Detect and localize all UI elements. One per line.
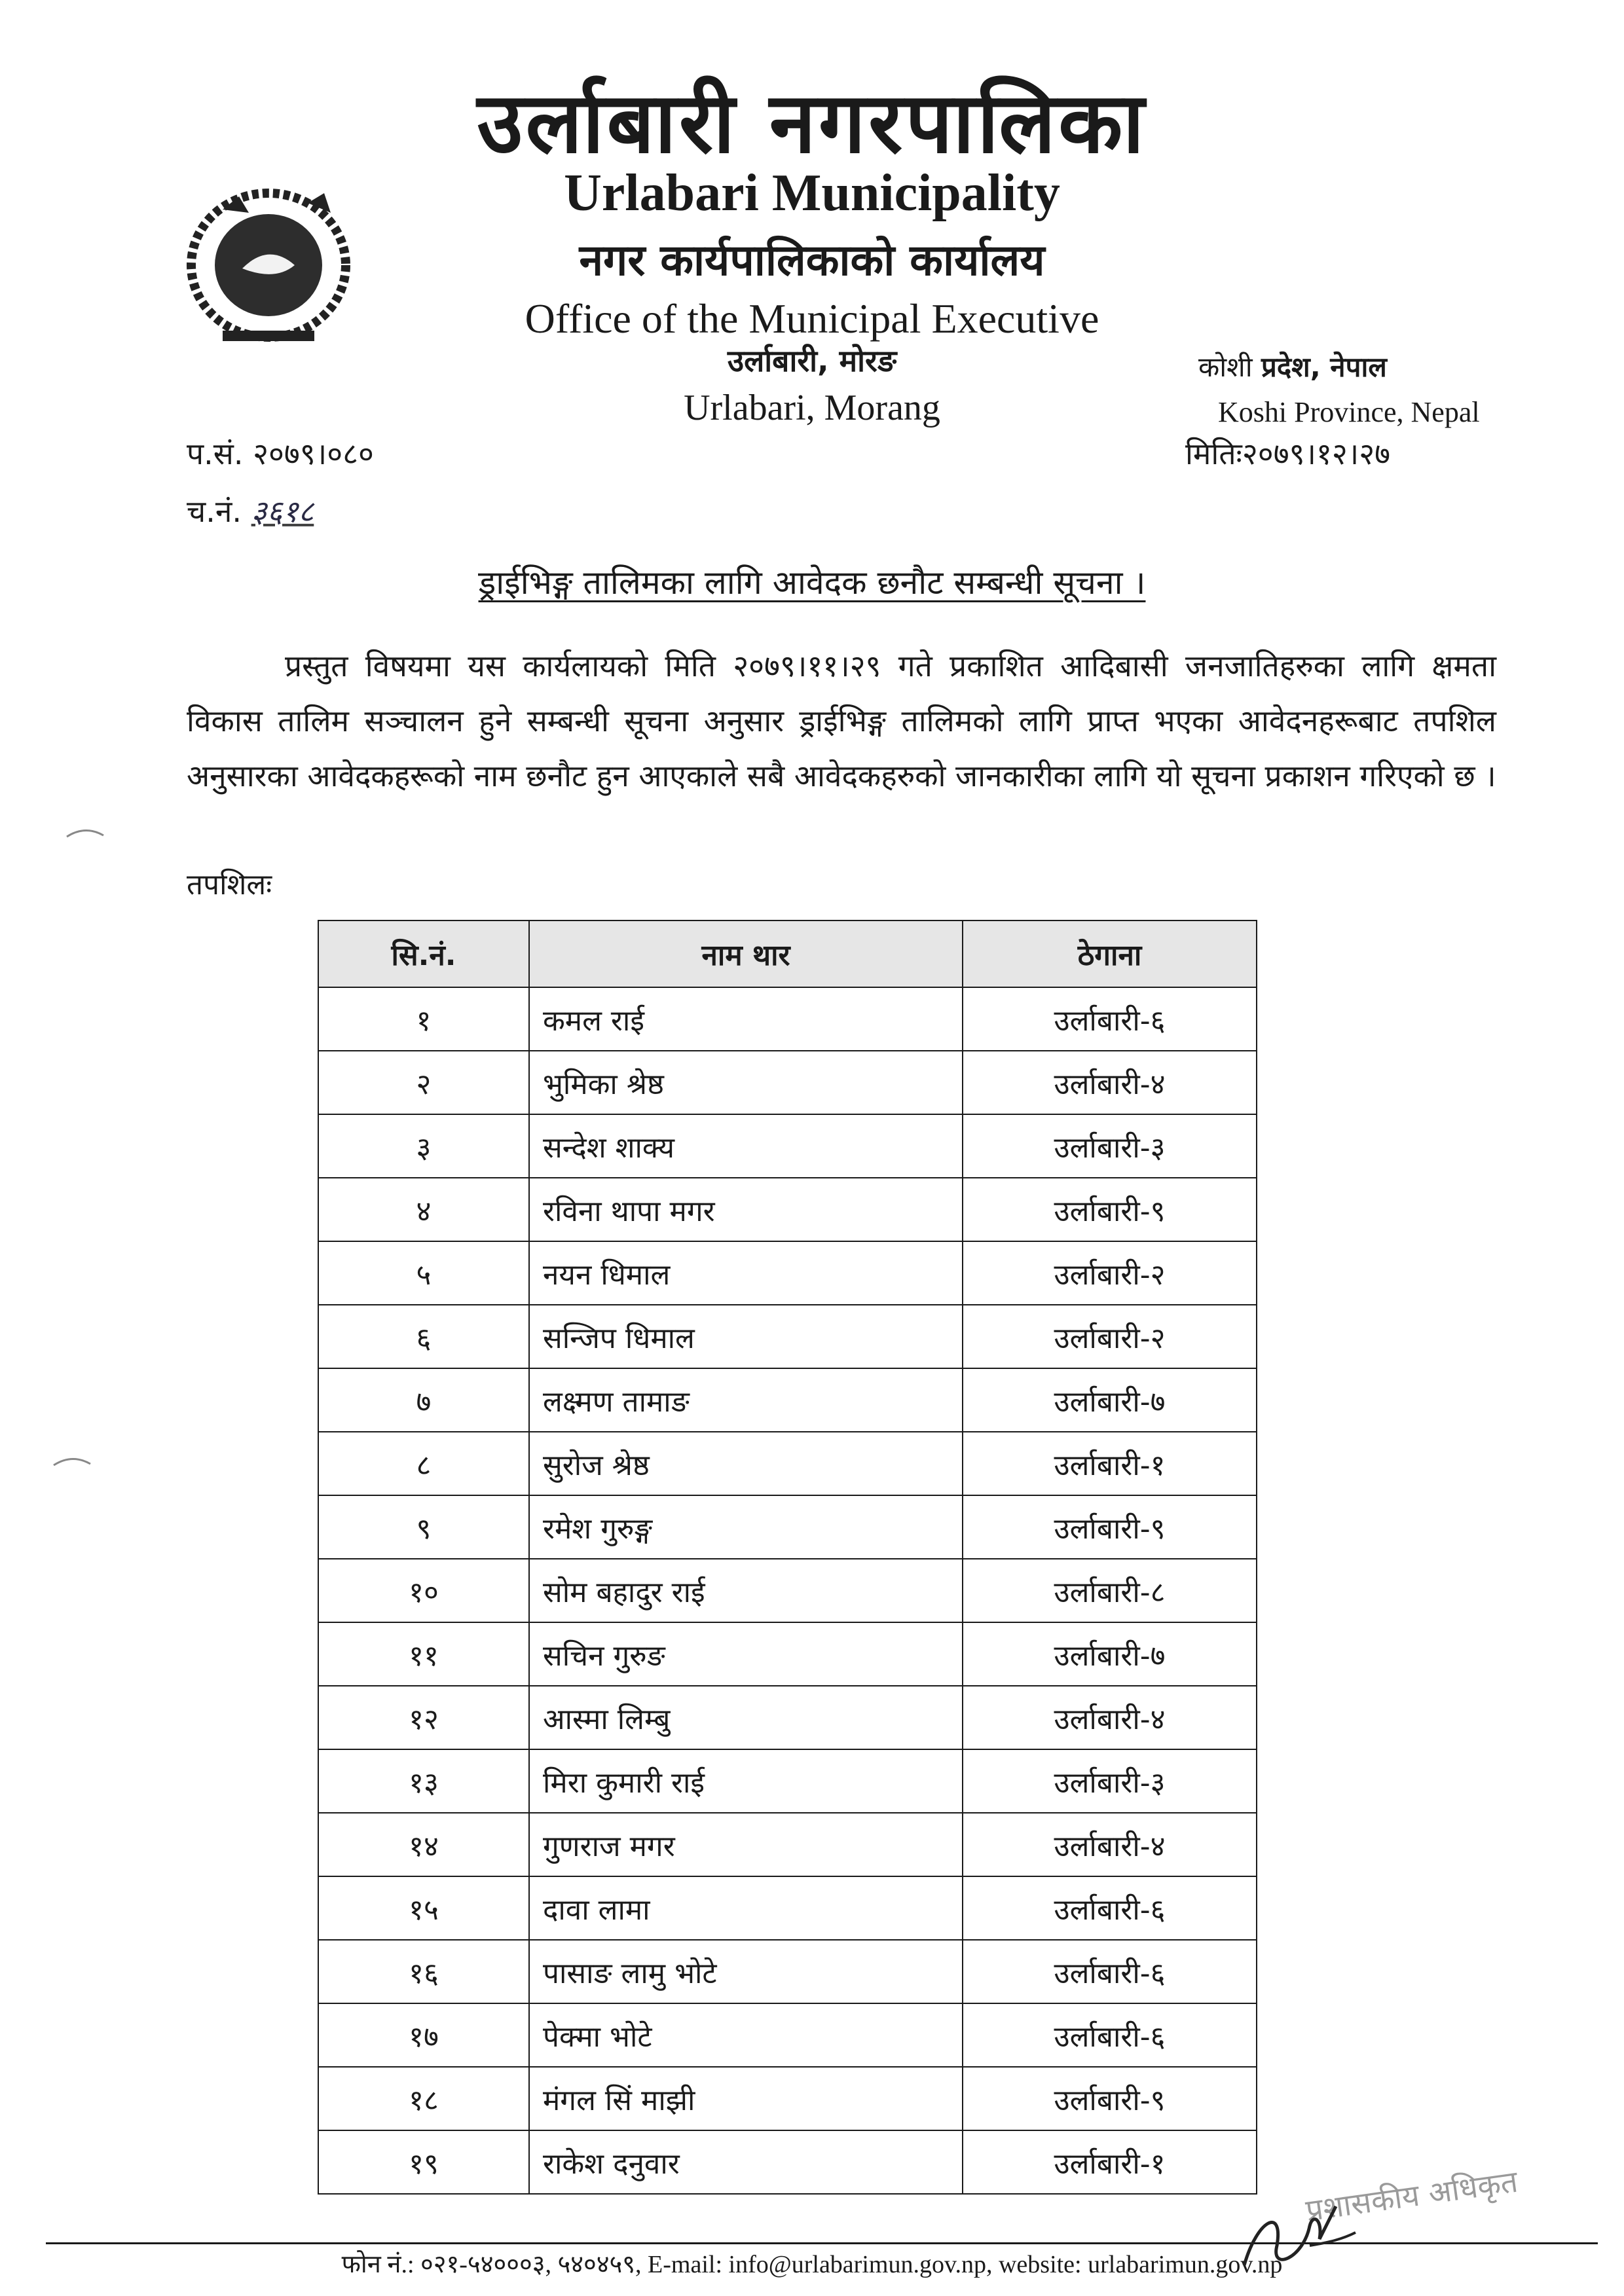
serial-cell: १	[318, 987, 529, 1051]
header-address: ठेगाना	[963, 920, 1257, 987]
name-cell: रविना थापा मगर	[529, 1178, 963, 1241]
serial-cell: १३	[318, 1749, 529, 1813]
footer-contact: फोन नं.: ०२१-५४०००३, ५४०४५९, E-mail: info@urlabarimun.gov.np, website: urlabarimun.gov.np	[341, 2251, 1283, 2278]
name-cell: दावा लामा	[529, 1876, 963, 1940]
name-cell: सचिन गुरुङ	[529, 1622, 963, 1686]
fiscal-year: प.सं. २०७९।०८०	[187, 436, 374, 471]
address-cell: उर्लाबारी-१	[963, 1432, 1257, 1495]
name-cell: रमेश गुरुङ्ग	[529, 1495, 963, 1559]
serial-cell: १९	[318, 2130, 529, 2194]
table-row	[318, 1178, 1257, 1241]
address-cell: उर्लाबारी-९	[963, 2067, 1257, 2130]
table-row	[318, 1305, 1257, 1368]
table-row	[318, 1686, 1257, 1749]
address-cell: उर्लाबारी-४	[963, 1686, 1257, 1749]
address-cell: उर्लाबारी-८	[963, 1559, 1257, 1622]
table-row	[318, 1495, 1257, 1559]
address-cell: उर्लाबारी-२	[963, 1241, 1257, 1305]
notice-subject-text: ड्राईभिङ्ग तालिमका लागि आवेदक छनौट सम्बन्धी सूचना ।	[478, 564, 1146, 602]
address-cell: उर्लाबारी-६	[963, 987, 1257, 1051]
name-cell: सुरोज श्रेष्ठ	[529, 1432, 963, 1495]
notice-subject	[0, 564, 1624, 602]
serial-cell: ७	[318, 1368, 529, 1432]
address-cell: उर्लाबारी-९	[963, 1178, 1257, 1241]
signature-icon	[1231, 2180, 1545, 2278]
province-nepali	[1198, 351, 1387, 383]
province-label-b: प्रदेश, नेपाल	[1261, 351, 1387, 383]
scan-artifact-icon	[65, 825, 105, 838]
officer-stamp: प्रशासकीय अधिकृत	[1303, 2163, 1520, 2229]
table-row	[318, 1876, 1257, 1940]
office-title-english: Office of the Municipal Executive	[525, 295, 1099, 342]
address-cell: उर्लाबारी-६	[963, 2003, 1257, 2067]
dispatch-label: च.नं.	[187, 494, 242, 529]
name-cell: मिरा कुमारी राई	[529, 1749, 963, 1813]
name-cell: सन्देश शाक्य	[529, 1114, 963, 1178]
name-cell: पासाङ लामु भोटे	[529, 1940, 963, 2003]
address-cell: उर्लाबारी-७	[963, 1368, 1257, 1432]
serial-cell: ८	[318, 1432, 529, 1495]
table-row	[318, 1432, 1257, 1495]
address-cell: उर्लाबारी-६	[963, 1876, 1257, 1940]
selected-applicants-table	[318, 920, 1257, 2195]
table-row	[318, 1241, 1257, 1305]
province-label-a: कोशी	[1198, 351, 1253, 383]
address-cell: उर्लाबारी-७	[963, 1622, 1257, 1686]
table-row	[318, 2130, 1257, 2194]
name-cell: लक्ष्मण तामाङ	[529, 1368, 963, 1432]
municipality-title-nepali: उर्लाबारी नगरपालिका	[477, 75, 1147, 172]
table-row	[318, 1622, 1257, 1686]
scan-artifact-icon	[52, 1453, 92, 1467]
serial-cell: १२	[318, 1686, 529, 1749]
dispatch-number	[187, 494, 314, 529]
header-name: नाम थार	[529, 920, 963, 987]
table-row	[318, 1940, 1257, 2003]
office-title-nepali: नगर कार्यपालिकाको कार्यालय	[579, 235, 1045, 285]
serial-cell: १४	[318, 1813, 529, 1876]
province-english: Koshi Province, Nepal	[1218, 396, 1480, 428]
name-cell: गुणराज मगर	[529, 1813, 963, 1876]
table-row	[318, 1749, 1257, 1813]
header-serial: सि.नं.	[318, 920, 529, 987]
name-cell: कमल राई	[529, 987, 963, 1051]
serial-cell: १७	[318, 2003, 529, 2067]
table-row	[318, 987, 1257, 1051]
name-cell: सोम बहादुर राई	[529, 1559, 963, 1622]
address-cell: उर्लाबारी-३	[963, 1749, 1257, 1813]
serial-cell: १८	[318, 2067, 529, 2130]
serial-cell: २	[318, 1051, 529, 1114]
name-cell: नयन धिमाल	[529, 1241, 963, 1305]
details-label: तपशिलः	[187, 868, 272, 902]
address-cell: उर्लाबारी-१	[963, 2130, 1257, 2194]
notice-body: प्रस्तुत विषयमा यस कार्यलायको मिति २०७९।११।२९ गते प्रकाशित आदिबासी जनजातिहरुका लागि क्षमता विकास तालिम सञ्चालन हुने सम्बन्धी सूचना अनुसार ड्राईभिङ्ग तालिमको लागि प्राप्त भएका आवेदनहरूबाट तपशिल अनुसारका आवेदकहरूको नाम छनौट हुन आएकाले सबै आवेदकहरुको जानकारीका लागि यो सूचना प्रकाशन गरिएको छ ।	[187, 648, 1496, 793]
address-cell: उर्लाबारी-४	[963, 1051, 1257, 1114]
name-cell: मंगल सिं माझी	[529, 2067, 963, 2130]
name-cell: आस्मा लिम्बु	[529, 1686, 963, 1749]
table-row	[318, 1114, 1257, 1178]
table-header-row	[318, 920, 1257, 987]
address-cell: उर्लाबारी-९	[963, 1495, 1257, 1559]
dispatch-handwritten-number: ३६१८	[251, 494, 314, 529]
table-row	[318, 1813, 1257, 1876]
serial-cell: ६	[318, 1305, 529, 1368]
serial-cell: १६	[318, 1940, 529, 2003]
name-cell: पेक्मा भोटे	[529, 2003, 963, 2067]
address-cell: उर्लाबारी-३	[963, 1114, 1257, 1178]
table-row	[318, 1051, 1257, 1114]
address-cell: उर्लाबारी-६	[963, 1940, 1257, 2003]
table-row	[318, 1368, 1257, 1432]
location-english: Urlabari, Morang	[684, 388, 940, 428]
table-row	[318, 2003, 1257, 2067]
serial-cell: ३	[318, 1114, 529, 1178]
serial-cell: ११	[318, 1622, 529, 1686]
table-row	[318, 1559, 1257, 1622]
municipality-title-english: Urlabari Municipality	[564, 164, 1060, 222]
name-cell: भुमिका श्रेष्ठ	[529, 1051, 963, 1114]
location-nepali: उर्लाबारी, मोरङ	[727, 343, 897, 378]
table-body	[318, 987, 1257, 2194]
serial-cell: ५	[318, 1241, 529, 1305]
name-cell: राकेश दनुवार	[529, 2130, 963, 2194]
serial-cell: ९	[318, 1495, 529, 1559]
address-cell: उर्लाबारी-४	[963, 1813, 1257, 1876]
serial-cell: १५	[318, 1876, 529, 1940]
serial-cell: १०	[318, 1559, 529, 1622]
name-cell: सन्जिप धिमाल	[529, 1305, 963, 1368]
letter-date: मितिः२०७९।१२।२७	[1185, 436, 1391, 471]
address-cell: उर्लाबारी-२	[963, 1305, 1257, 1368]
serial-cell: ४	[318, 1178, 529, 1241]
table-row	[318, 2067, 1257, 2130]
